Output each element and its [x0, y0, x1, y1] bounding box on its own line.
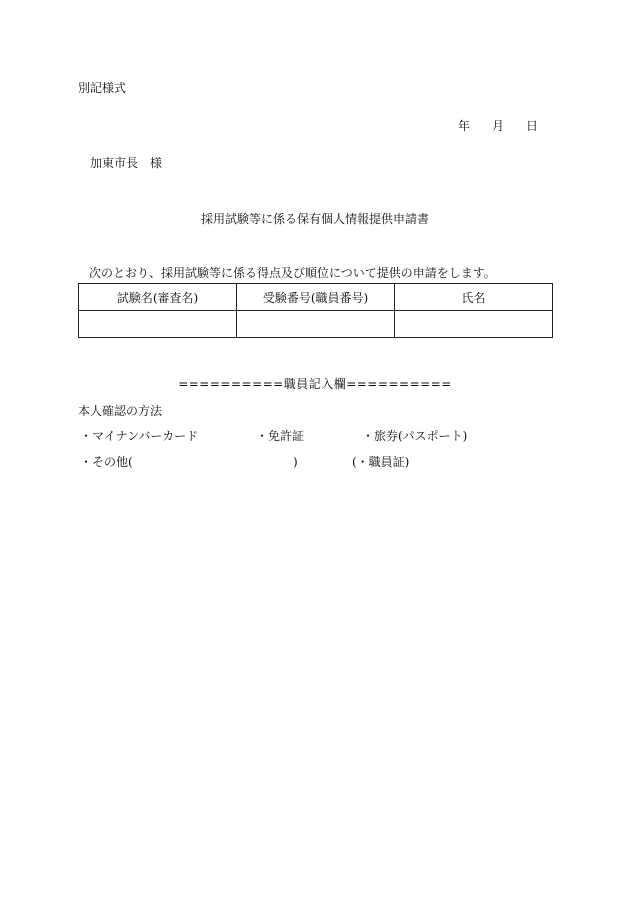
addressee-name: 加東市長: [90, 156, 139, 170]
option-drivers-license: ・免許証: [256, 429, 305, 443]
option-staff-id: (・職員証): [352, 455, 410, 469]
option-passport: ・旅券(パスポート): [362, 429, 468, 443]
document-title: 採用試験等に係る保有個人情報提供申請書: [200, 212, 429, 226]
date-year-label: 年: [458, 119, 471, 133]
date-line: [458, 119, 538, 133]
staff-section-divider: ==========職員記入欄==========: [178, 377, 452, 391]
cell-full-name[interactable]: [395, 311, 553, 338]
cell-exam-number[interactable]: [237, 311, 395, 338]
cell-exam-name[interactable]: [79, 311, 237, 338]
header-exam-number: 受験番号(職員番号): [237, 284, 395, 311]
request-table: [78, 283, 553, 338]
option-other-close: ): [293, 455, 298, 469]
table-row: [79, 311, 553, 338]
form-label: 別記様式: [78, 81, 127, 95]
date-month-label: 月: [492, 119, 505, 133]
addressee: [90, 156, 162, 170]
table-header-row: [79, 284, 553, 311]
id-method-title: 本人確認の方法: [78, 404, 163, 418]
option-my-number-card: ・マイナンバーカード: [80, 429, 199, 443]
header-full-name: 氏名: [395, 284, 553, 311]
request-statement: 次のとおり、採用試験等に係る得点及び順位について提供の申請をします。: [89, 266, 496, 280]
addressee-honorific: 様: [150, 156, 163, 170]
date-day-label: 日: [526, 119, 539, 133]
header-exam-name: 試験名(審査名): [79, 284, 237, 311]
option-other-open: ・その他(: [80, 455, 133, 469]
